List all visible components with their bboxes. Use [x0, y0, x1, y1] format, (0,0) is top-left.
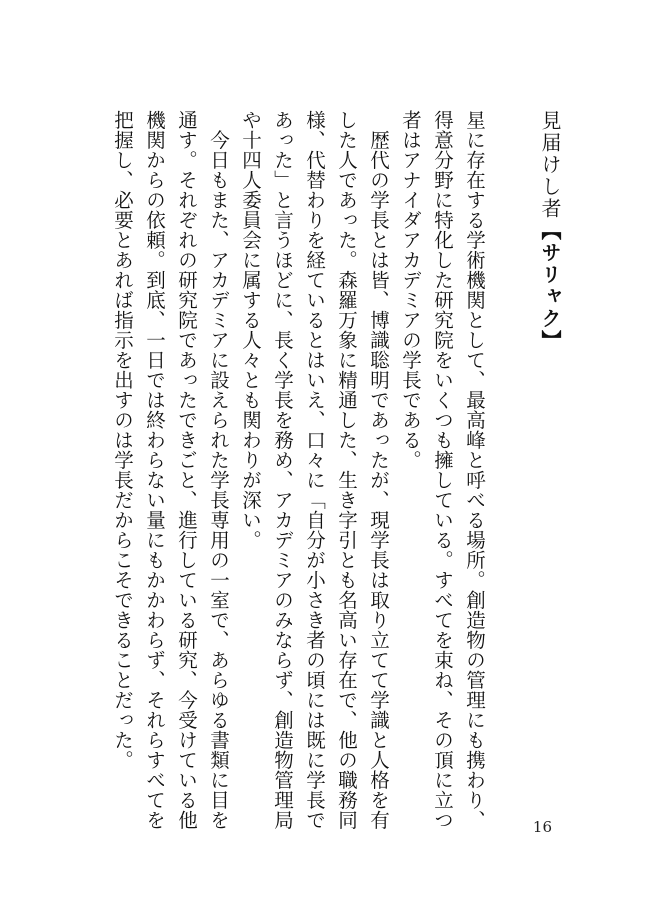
paragraph-1: 星に存在する学術機関として、最高峰と呼べる場所。創造物の管理にも携わり、得意分野に特化した研究院をいくつも擁している。すべてを束ね、その頂に立つ者はアナイダアカデミアの学長である。: [399, 110, 486, 830]
title-prefix: 見届けし者: [538, 110, 562, 220]
title-name: 【サリャク】: [538, 220, 562, 352]
page-number: 16: [532, 818, 552, 836]
section-title: [534, 110, 566, 840]
vertical-text-body: [106, 110, 566, 840]
paragraph-2: 歴代の学長とは皆、博識聡明であったが、現学長は取り立てて学識と人格を有した人であった。森羅万象に精通した、生き字引とも名高い存在で、他の職務同様、代替わりを経ているとはいえ、口々に「自分が小さき者の頃には既に学長であった」と言うほどに、長く学長を務め、アカデミアのみならず、創造物管理局や十四人委員会に属する人々とも関わりが深い。: [239, 110, 390, 830]
paragraph-3: 今日もまた、アカデミアに設えられた学長専用の一室で、あらゆる書類に目を通す。それぞれの研究院であったできごと、進行している研究、今受けている他機関からの依頼。到底、一日では終わらない量にもかかわらず、それらすべてを把握し、必要とあれば指示を出すのは学長だからこそできることだった。: [111, 110, 230, 830]
